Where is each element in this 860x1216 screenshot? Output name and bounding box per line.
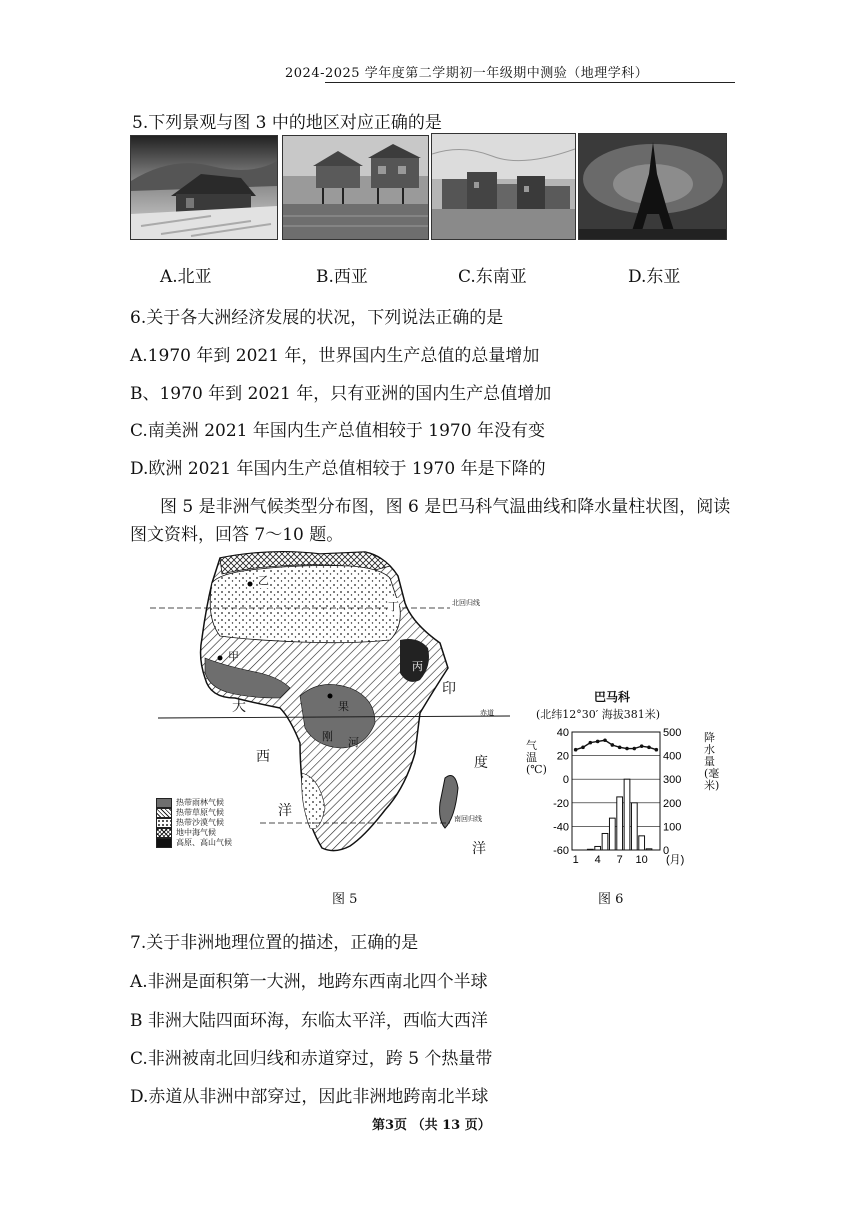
label-equator: 赤道	[480, 709, 494, 717]
precip-bar	[646, 849, 652, 850]
map-label-guo: 果	[338, 700, 349, 713]
q5-option-b[interactable]: B.西亚	[316, 267, 368, 287]
temperature-point	[611, 743, 615, 747]
precip-bar	[617, 797, 623, 850]
precip-bar	[639, 836, 645, 850]
header-rule	[325, 82, 735, 83]
map-label-yi: 乙	[258, 574, 269, 587]
q6-option-b[interactable]: B、1970 年到 2021 年，只有亚洲的国内生产总值增加	[130, 384, 552, 404]
x-tick-label: 4	[594, 854, 601, 866]
precip-bar	[624, 779, 630, 850]
map-label-he: 河	[348, 736, 359, 749]
right-tick-label: 200	[663, 797, 682, 810]
temperature-point	[596, 740, 600, 744]
q6-option-c[interactable]: C.南美洲 2021 年国内生产总值相较于 1970 年没有变	[130, 421, 545, 441]
temperature-point	[589, 741, 593, 745]
temperature-line	[576, 740, 657, 749]
q7-option-b[interactable]: B 非洲大陆四面环海，东临太平洋，西临大西洋	[130, 1011, 488, 1031]
right-tick-label: 400	[663, 750, 682, 763]
x-tick-label: 7	[616, 854, 623, 866]
left-tick-label: -20	[553, 797, 569, 810]
temperature-point	[640, 744, 644, 748]
left-tick-label: 20	[556, 750, 569, 763]
q7-option-a[interactable]: A.非洲是面积第一大洲，地跨东西南北四个半球	[130, 972, 488, 992]
q5-option-d[interactable]: D.东亚	[628, 267, 681, 287]
chart-frame	[572, 732, 660, 850]
legend-rainforest: 热带雨林气候	[156, 798, 232, 808]
precip-bar	[609, 818, 615, 850]
precip-bar	[587, 849, 593, 850]
map-label-bing: 丙	[412, 660, 423, 673]
chart-subtitle: (北纬12°30′ 海拔381米)	[536, 708, 661, 721]
photo-stilt-houses	[282, 135, 429, 240]
chart-left-axis-label: 气温(℃)	[526, 739, 547, 776]
temperature-point	[574, 748, 578, 752]
map-label-da: 大	[232, 699, 246, 715]
x-unit-label: (月)	[666, 854, 685, 866]
precip-bar	[631, 803, 637, 850]
question-6-stem: 6.关于各大洲经济发展的状况，下列说法正确的是	[130, 308, 504, 328]
precip-bar	[595, 846, 601, 850]
map-label-du: 度	[474, 755, 488, 771]
q5-option-a[interactable]: A.北亚	[160, 267, 212, 287]
right-tick-label: 100	[663, 821, 682, 834]
chart-title: 巴马科	[594, 690, 631, 704]
question-7-stem: 7.关于非洲地理位置的描述，正确的是	[130, 933, 419, 953]
map-label-xi: 西	[256, 749, 270, 765]
figure-6-caption: 图 6	[598, 892, 624, 907]
legend-mediterranean: 地中海气候	[156, 828, 232, 838]
right-tick-label: 0	[663, 845, 670, 857]
label-tropic-south: 南回归线	[454, 815, 482, 823]
q6-option-a[interactable]: A.1970 年到 2021 年，世界国内生产总值的总量增加	[130, 346, 540, 366]
q5-option-c[interactable]: C.东南亚	[458, 267, 527, 287]
map-label-yin: 印	[442, 681, 456, 697]
temperature-point	[633, 747, 637, 751]
page-footer: 第3页 （共 13 页）	[372, 1118, 491, 1133]
page-header: 2024-2025 学年度第二学期初一年级期中测验（地理学科）	[285, 66, 649, 81]
right-tick-label: 500	[663, 727, 682, 739]
q7-option-d[interactable]: D.赤道从非洲中部穿过，因此非洲地跨南北半球	[130, 1087, 489, 1107]
chart-plot	[528, 688, 718, 878]
left-tick-label: -60	[553, 845, 569, 857]
map-label-ding: 丁	[388, 600, 399, 613]
photo-desert-town	[431, 133, 576, 240]
temperature-point	[647, 746, 651, 750]
temperature-point	[618, 746, 622, 750]
chart-right-axis-label: 降水量(毫米)	[704, 731, 720, 792]
question-5-stem: 5.下列景观与图 3 中的地区对应正确的是	[132, 113, 442, 133]
map-legend	[156, 798, 232, 848]
x-tick-label: 10	[635, 854, 648, 866]
intro-line-2: 图文资料，回答 7～10 题。	[130, 525, 344, 545]
x-tick-label: 1	[572, 854, 579, 866]
legend-desert: 热带沙漠气候	[156, 818, 232, 828]
legend-highland: 高原、高山气候	[156, 838, 232, 848]
temperature-point	[655, 748, 659, 752]
q6-option-d[interactable]: D.欧洲 2021 年国内生产总值相较于 1970 年是下降的	[130, 459, 546, 479]
map-label-jia: 甲	[228, 650, 239, 663]
map-label-gang: 刚	[322, 730, 333, 743]
figure-5-caption: 图 5	[332, 892, 358, 907]
africa-climate-map	[150, 548, 520, 868]
q7-option-c[interactable]: C.非洲被南北回归线和赤道穿过，跨 5 个热量带	[130, 1049, 493, 1069]
temperature-point	[603, 738, 607, 742]
bamako-climate-chart	[528, 688, 718, 878]
map-label-yang-east: 洋	[472, 841, 486, 857]
left-tick-label: 40	[556, 727, 569, 739]
intro-line-1: 图 5 是非洲气候类型分布图，图 6 是巴马科气温曲线和降水量柱状图，阅读	[160, 497, 731, 517]
left-tick-label: 0	[562, 774, 569, 787]
left-tick-label: -40	[553, 821, 569, 834]
legend-savanna: 热带草原气候	[156, 808, 232, 818]
photo-eiffel-tower	[578, 133, 727, 240]
right-tick-label: 300	[663, 774, 682, 787]
precip-bar	[602, 833, 608, 850]
temperature-point	[581, 746, 585, 750]
temperature-point	[625, 747, 629, 751]
photo-north-asia-cabin	[130, 135, 278, 240]
label-tropic-north: 北回归线	[452, 599, 480, 607]
map-label-yang-west: 洋	[278, 803, 292, 819]
